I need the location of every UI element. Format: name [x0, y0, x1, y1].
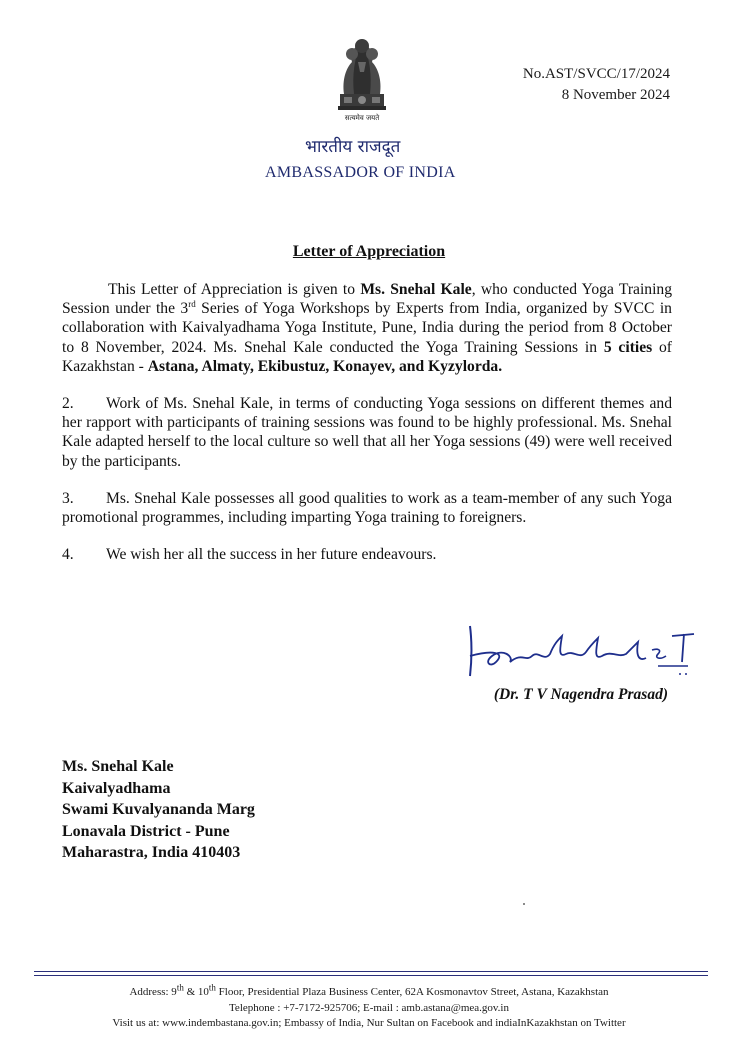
- national-motto: सत्यमेव जयते: [344, 114, 380, 122]
- paragraph-text: Ms. Snehal Kale possesses all good qualities to work as a team-member of any such Yoga promotional programmes, including imparting Yoga training to foreigners.: [62, 489, 672, 527]
- state-emblem-icon: [330, 32, 394, 126]
- address-line: Lonavala District - Pune: [62, 822, 230, 840]
- stray-mark: [523, 903, 525, 905]
- letter-title: Letter of Appreciation: [292, 243, 446, 260]
- footer-web: Visit us at: www.indembastana.gov.in; Embassy of India, Nur Sultan on Facebook and indiaInKazakhstan on Twitter: [112, 1017, 626, 1029]
- p1-text-a: This Letter of Appreciation is given to: [108, 281, 361, 298]
- address-line: Swami Kuvalyananda Marg: [62, 801, 255, 818]
- reference-block: [523, 64, 670, 106]
- title-hindi: भारतीय राजदूत: [305, 137, 401, 157]
- ordinal-suffix: rd: [188, 299, 196, 310]
- reference-number: No.AST/SVCC/17/2024: [522, 66, 670, 82]
- paragraph-text: We wish her all the success in her future endeavours.: [106, 546, 437, 564]
- paragraph-number: 3.: [62, 489, 74, 507]
- letter-date: 8 November 2024: [561, 87, 670, 103]
- footer-divider-thin: [34, 975, 708, 976]
- footer-text: Floor, Presidential Plaza Business Center, 62A Kosmonavtov Street, Astana, Kazakhstan: [215, 986, 609, 998]
- address-line: Maharastra, India 410403: [62, 844, 241, 861]
- paragraph-4: [62, 545, 672, 564]
- p1-text-d: of Kazakhstan -: [62, 338, 673, 375]
- title-english: AMBASSADOR OF INDIA: [265, 164, 456, 181]
- paragraph-2: [62, 394, 672, 471]
- p1-text-b: , who conducted Yoga Training Session under the 3: [62, 281, 672, 318]
- footer: [0, 982, 738, 1032]
- ordinal-suffix: th: [208, 982, 216, 993]
- recipient-name: Ms. Snehal Kale: [360, 281, 472, 298]
- footer-contact: Telephone : +7-7172-925706; E-mail : amb.astana@mea.gov.in: [228, 1001, 509, 1014]
- cities-count: 5 cities: [603, 338, 653, 356]
- paragraph-text: Work of Ms. Snehal Kale, in terms of conducting Yoga sessions on different themes and her rapport with participants of training sessions was found to be highly professional. Ms. Snehal Kale adapted herself to the local culture so well that all her Yoga sessions (49) were well received by the participants.: [62, 395, 672, 470]
- footer-text: & 10: [183, 986, 209, 998]
- address-line: Kaivalyadhama: [62, 779, 171, 797]
- footer-divider: [34, 971, 708, 972]
- footer-address: [0, 982, 738, 1001]
- address-line: Ms. Snehal Kale: [62, 758, 174, 775]
- footer-text: Address: 9: [129, 986, 177, 998]
- ordinal-suffix: th: [176, 982, 184, 993]
- paragraph-3: [62, 489, 672, 527]
- recipient-address: [62, 756, 255, 864]
- p1-text-c: Series of Yoga Workshops by Experts from India, organized by SVCC in collaboration with Kaivalyadhama Yoga Institute, Pune, India during the period from 8 October to 8 November, 2024. Ms. Snehal Kale conducted the Yoga Training Sessions in: [62, 300, 672, 356]
- cities-list: Astana, Almaty, Ekibustuz, Konayev, and Kyzylorda.: [147, 357, 503, 375]
- paragraph-1: [62, 280, 672, 376]
- paragraph-number: 2.: [62, 395, 74, 413]
- paragraph-number: 4.: [62, 546, 74, 564]
- letter-body: [62, 280, 672, 582]
- signature-icon: [462, 622, 702, 684]
- signatory-name: (Dr. T V Nagendra Prasad): [493, 686, 668, 703]
